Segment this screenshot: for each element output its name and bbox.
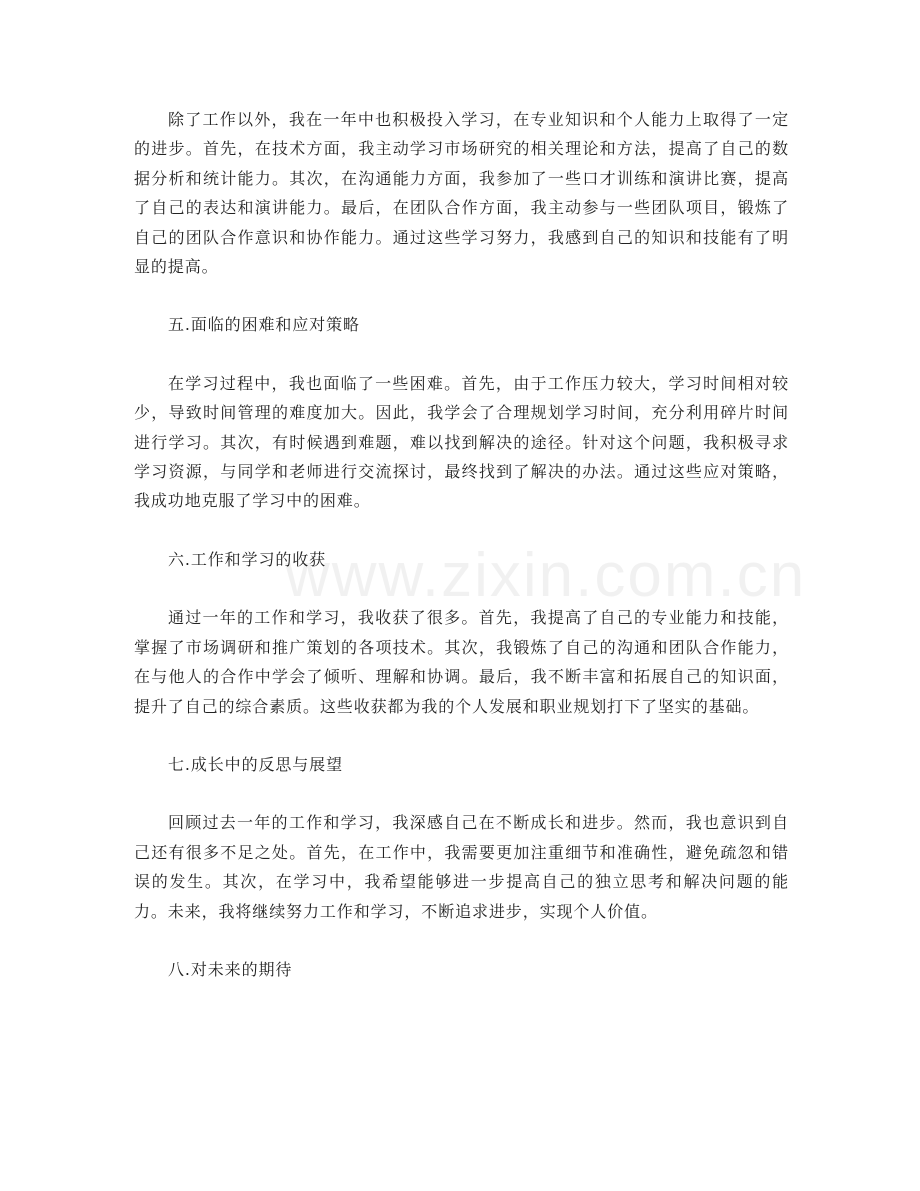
paragraph-difficulties: 在学习过程中，我也面临了一些困难。首先，由于工作压力较大，学习时间相对较少，导致时间管理的难度加大。因此，我学会了合理规划学习时间，充分利用碎片时间进行学习。其次，有时候遇到难题，难以找到解决的途径。针对这个问题，我积极寻求学习资源，与同学和老师进行交流探讨，最终找到了解决的办法。通过这些应对策略，我成功地克服了学习中的困难。	[134, 373, 789, 511]
paragraph-study: 除了工作以外，我在一年中也积极投入学习，在专业知识和个人能力上取得了一定的进步。首先，在技术方面，我主动学习市场研究的相关理论和方法，提高了自己的数据分析和统计能力。其次，在沟通能力方面，我参加了一些口才训练和演讲比赛，提高了自己的表达和演讲能力。最后，在团队合作方面，我主动参与一些团队项目，锻炼了自己的团队合作意识和协作能力。通过这些学习努力，我感到自己的知识和技能有了明显的提高。	[134, 110, 789, 277]
document-body	[134, 105, 789, 984]
heading-section-8: 八.对未来的期待	[168, 959, 293, 979]
heading-section-7: 七.成长中的反思与展望	[168, 754, 343, 774]
heading-section-6: 六.工作和学习的收获	[168, 549, 327, 569]
paragraph-reflection: 回顾过去一年的工作和学习，我深感自己在不断成长和进步。然而，我也意识到自己还有很多不足之处。首先，在工作中，我需要更加注重细节和准确性，避免疏忽和错误的发生。其次，在学习中，我希望能够进一步提高自己的独立思考和解决问题的能力。未来，我将继续努力工作和学习，不断追求进步，实现个人价值。	[134, 813, 789, 921]
heading-section-5: 五.面临的困难和应对策略	[168, 315, 360, 335]
watermark: www.zixin.com.cn	[285, 541, 807, 610]
paragraph-gains: 通过一年的工作和学习，我收获了很多。首先，我提高了自己的专业能力和技能，掌握了市场调研和推广策划的各项技术。其次，我锻炼了自己的沟通和团队合作能力，在与他人的合作中学会了倾听、理解和协调。最后，我不断丰富和拓展自己的知识面，提升了自己的综合素质。这些收获都为我的个人发展和职业规划打下了坚实的基础。	[134, 608, 789, 716]
